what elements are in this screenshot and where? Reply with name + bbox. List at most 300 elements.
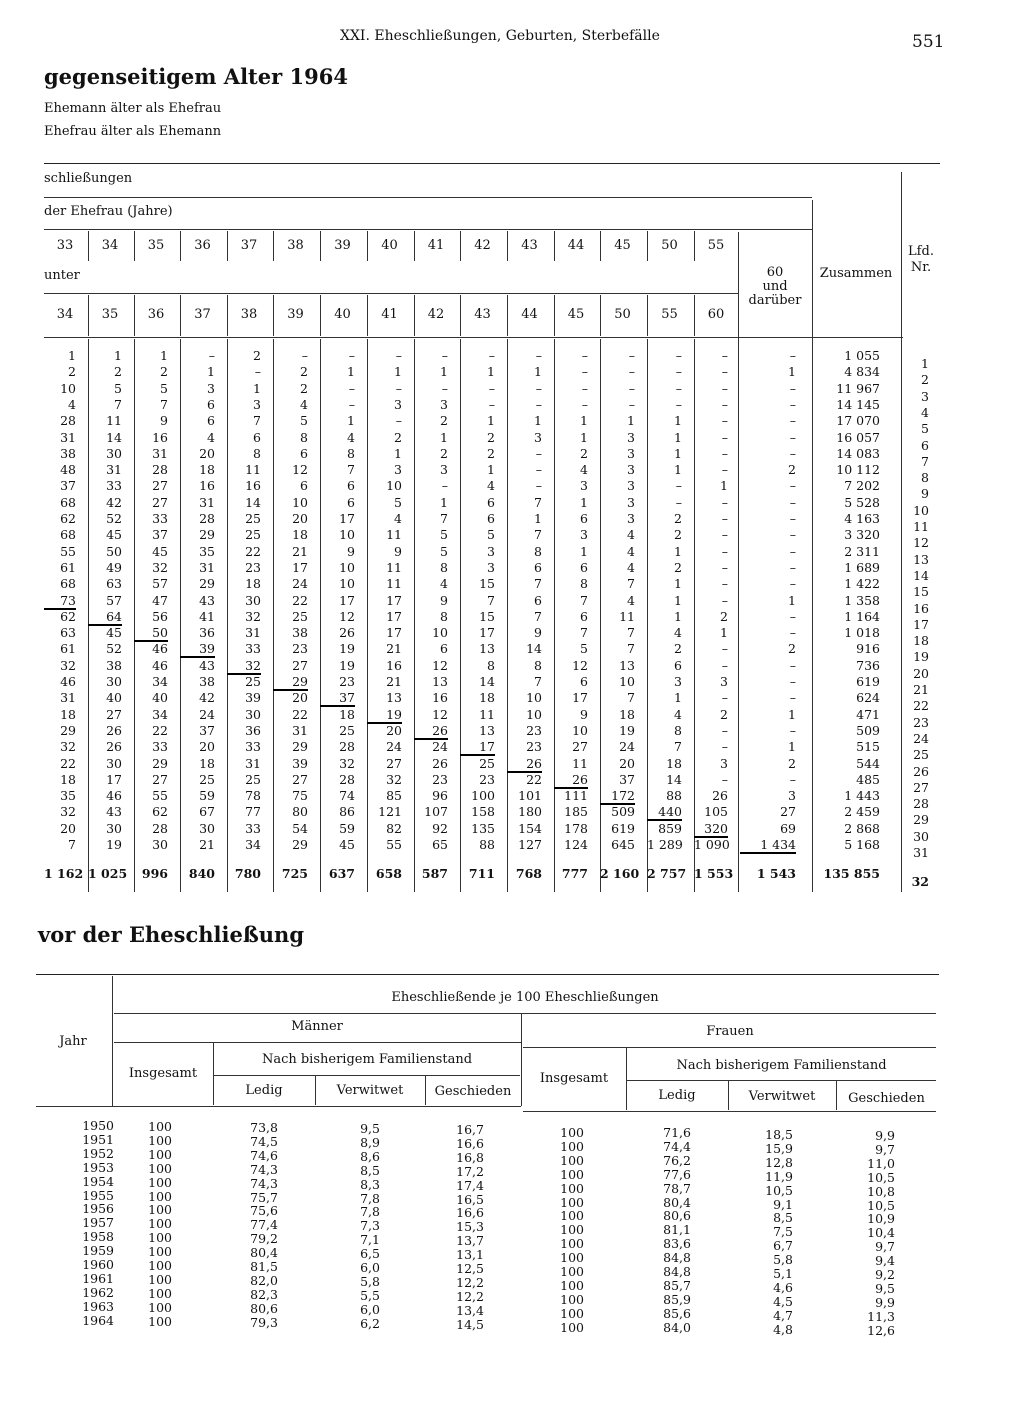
- table1-cell: 1: [580, 413, 588, 429]
- table1-cell: 22: [526, 771, 542, 787]
- table1-cell: 26: [106, 722, 122, 738]
- table1-cell: 4: [674, 706, 682, 722]
- table2-f-geschieden-label: Geschieden: [848, 1091, 925, 1106]
- table1-cell: 2: [674, 527, 682, 543]
- table2-m-verwitwet: 8,3: [360, 1176, 380, 1192]
- table1-cell: –: [535, 478, 542, 494]
- table1-cell: 26: [432, 755, 448, 771]
- table1-cell-total: 2 868: [844, 820, 880, 836]
- table1-cell: 62: [60, 511, 76, 526]
- table1-cell: 29: [199, 576, 215, 592]
- table1-cell: 11: [106, 413, 122, 429]
- table1-cell: 3: [580, 527, 588, 543]
- table1-cell: –: [721, 445, 728, 461]
- table1-cell: 32: [60, 739, 76, 755]
- col-total-label: Zusammen: [819, 266, 893, 281]
- table1-cell: 4: [487, 478, 495, 494]
- col-to-label: 35: [101, 307, 119, 322]
- table2-m-insgesamt: 100: [148, 1216, 172, 1232]
- table1-cell: 3: [627, 462, 635, 478]
- table1-cell: 23: [479, 771, 495, 787]
- table2-rule-3m: [114, 1042, 521, 1043]
- table2-m-verwitwet: 7,3: [360, 1218, 380, 1234]
- table2-year: 1962: [82, 1284, 114, 1300]
- table2-m-ledig: 82,0: [250, 1272, 278, 1288]
- table1-cell: 40: [106, 690, 122, 706]
- table1-cell: 5: [394, 494, 402, 510]
- table2-m-geschieden: 15,3: [456, 1219, 484, 1235]
- table1-cell: 26: [106, 739, 122, 755]
- table2-f-ledig: 81,1: [663, 1222, 691, 1238]
- table1-cell: 29: [273, 674, 308, 691]
- table1-row-number: 7: [921, 453, 929, 469]
- table1-cell: 43: [199, 592, 215, 608]
- table1-row-number: 5: [921, 421, 929, 437]
- table1-cell: 22: [245, 543, 261, 559]
- table1-cell-total: 1 422: [844, 576, 880, 592]
- table2-m-ledig: 79,2: [250, 1231, 278, 1247]
- table1-cell: 67: [199, 804, 215, 820]
- table2-rule-5m: [36, 1106, 521, 1107]
- table1-cell: –: [488, 380, 495, 396]
- table2-m-insgesamt: 100: [148, 1285, 172, 1301]
- table1-cell: 21: [386, 641, 402, 657]
- table1-cell: 6: [300, 445, 308, 461]
- table1-cell: 1: [674, 608, 682, 624]
- table2-f-insgesamt: 100: [560, 1152, 584, 1168]
- table2-year: 1952: [82, 1145, 114, 1161]
- table1-cell: 1: [347, 413, 355, 429]
- table1-cell-total: 14 083: [836, 445, 880, 461]
- table1-head-line2: der Ehefrau (Jahre): [44, 204, 173, 219]
- table1-cell: 13: [619, 657, 635, 673]
- table1-cell: 30: [199, 820, 215, 836]
- table2-year: 1961: [82, 1270, 114, 1286]
- table1-row-number: 10: [913, 502, 929, 518]
- table1-cell: 20: [60, 820, 76, 836]
- table2-m-verwitwet: 5,5: [360, 1287, 380, 1303]
- table1-cell: 6: [674, 657, 682, 673]
- table1-cell: 5: [160, 380, 168, 396]
- table2-f-insgesamt-label: Insgesamt: [539, 1071, 609, 1086]
- table1-row-number: 32: [911, 874, 929, 889]
- table2-f-ledig: 84,0: [663, 1319, 691, 1335]
- table1-cell: 8: [534, 657, 542, 673]
- table1-cell: 3: [253, 396, 261, 412]
- table1-cell: –: [721, 592, 728, 608]
- table1-cell: 4: [627, 592, 635, 608]
- table1-cell: 10: [386, 478, 402, 494]
- table1-cell-60: 1: [788, 364, 796, 380]
- table1-cell: 6: [300, 478, 308, 494]
- table2-year: 1960: [82, 1257, 114, 1272]
- table1-cell: 4: [440, 576, 448, 592]
- table1-cell-total: 7 202: [844, 478, 880, 494]
- table1-cell-60: –: [789, 543, 796, 559]
- table1-cell: 25: [199, 771, 215, 787]
- table1-cell-total: 3 320: [844, 527, 880, 543]
- table1-cell: 47: [152, 592, 168, 608]
- table1-cell: 24: [199, 706, 215, 722]
- table2-f-verwitwet: 15,9: [765, 1140, 793, 1156]
- table1-cell: 31: [60, 429, 76, 445]
- table1-cell: 29: [292, 739, 308, 755]
- table1-cell: 28: [60, 413, 76, 429]
- table1-cell: 4: [627, 527, 635, 543]
- table1-cell-60: –: [789, 429, 796, 445]
- col-from-label: 37: [240, 238, 258, 253]
- table2-m-geschieden: 12,5: [456, 1261, 484, 1276]
- table1-cell: 11: [245, 462, 261, 478]
- table1-cell: –: [441, 478, 448, 494]
- table2-year: 1964: [82, 1312, 114, 1328]
- table2-f-ledig: 80,4: [663, 1194, 691, 1210]
- table2-f-geschieden: 9,9: [875, 1128, 895, 1143]
- table2-title: vor der Eheschließung: [38, 922, 305, 947]
- table1-cell: 17: [386, 625, 402, 641]
- table1-cell: 4: [580, 462, 588, 478]
- table2-m-insgesamt: 100: [148, 1160, 172, 1176]
- table1-cell: 46: [106, 788, 122, 804]
- table1-cell: 4: [347, 429, 355, 445]
- table1-cell: 17: [386, 592, 402, 608]
- table1-cell: 12: [292, 462, 308, 478]
- table1-cell: –: [441, 348, 448, 363]
- col-to-label: 39: [287, 307, 304, 322]
- table1-cell: 3: [627, 511, 635, 526]
- table1-cell: 6: [487, 511, 495, 526]
- table2-f-verwitwet: 4,6: [773, 1279, 793, 1295]
- table1-cell: 10: [432, 625, 448, 641]
- table1-cell: 31: [199, 494, 215, 510]
- table1-row-number: 19: [913, 649, 929, 665]
- table1-cell: 42: [199, 690, 215, 706]
- table2-m-ledig: 80,4: [250, 1245, 278, 1261]
- table1-cell: 1: [207, 364, 215, 380]
- table2-m-geschieden: 12,2: [456, 1274, 484, 1290]
- table1-cell: 20: [199, 739, 215, 755]
- table1-cell: 49: [106, 559, 122, 575]
- running-head: XXI. Eheschließungen, Geburten, Sterbefälle: [340, 28, 660, 44]
- table1-cell: 1: [394, 445, 402, 461]
- table2-m-verwitwet: 6,0: [360, 1301, 380, 1317]
- table1-cell: 1: [347, 364, 355, 380]
- table1-cell: –: [721, 364, 728, 380]
- table1-cell: 3: [207, 380, 215, 396]
- table2-f-verwitwet-label: Verwitwet: [748, 1089, 816, 1104]
- table1-cell: 88: [479, 837, 495, 852]
- table2-m-ledig: 81,5: [250, 1259, 278, 1274]
- table1-cell: 6: [207, 396, 215, 412]
- table2-f-ledig: 84,8: [663, 1264, 691, 1279]
- table1-cell: 2: [674, 511, 682, 526]
- table1-cell: 18: [199, 755, 215, 771]
- table1-row-number: 22: [913, 698, 929, 714]
- table1-cell: –: [535, 462, 542, 478]
- table1-cell-60: –: [789, 413, 796, 429]
- table1-cell: 127: [518, 837, 542, 852]
- table1-cell-total: 10 112: [836, 462, 880, 478]
- table2-m-geschieden: 13,1: [456, 1247, 484, 1263]
- table1-cell: 46: [152, 657, 168, 673]
- col-from-label: 36: [194, 238, 211, 253]
- table1-cell: 33: [245, 739, 261, 755]
- table2-f-geschieden: 9,7: [875, 1239, 895, 1255]
- table1-cell-total: 485: [856, 771, 880, 787]
- table1-cell: –: [628, 396, 635, 412]
- table2-rule-2: [114, 1013, 936, 1014]
- table2-m-insgesamt: 100: [148, 1258, 172, 1273]
- table1-cell: 18: [479, 690, 495, 706]
- table2-m-ledig-label: Ledig: [245, 1083, 283, 1098]
- table1-cell: 2: [674, 641, 682, 657]
- table1-cell: 18: [666, 755, 682, 771]
- table2-year: 1954: [82, 1173, 114, 1189]
- table1-cell: 40: [152, 690, 168, 706]
- table1-cell: 12: [432, 706, 448, 722]
- table1-cell: 1 553: [694, 866, 734, 881]
- table1-cell: 32: [60, 657, 76, 673]
- table1-cell-total: 2 459: [844, 804, 880, 820]
- table2-f-ledig: 76,2: [663, 1152, 691, 1168]
- table1-cell: 16: [199, 478, 215, 494]
- table1-cell-60: –: [789, 559, 796, 575]
- table1-cell: 124: [564, 837, 588, 852]
- table1-cell: –: [721, 348, 728, 363]
- table1-cell: 63: [60, 625, 76, 641]
- table1-cell: 45: [106, 625, 122, 641]
- table1-cell: 3: [394, 396, 402, 412]
- table1-cell: 28: [199, 511, 215, 526]
- table1-cell: –: [721, 543, 728, 559]
- table2-m-insgesamt: 100: [148, 1313, 172, 1329]
- table1-cell: 17: [339, 511, 355, 526]
- table1-cell: 55: [60, 543, 76, 559]
- table1-cell: 3: [674, 674, 682, 689]
- table1-cell: 5: [300, 413, 308, 429]
- table1-row-number: 28: [913, 796, 929, 812]
- table1-cell: 5: [440, 527, 448, 543]
- table1-cell: 7: [487, 592, 495, 608]
- table2-f-insgesamt: 100: [560, 1125, 584, 1140]
- table2-f-insgesamt: 100: [560, 1291, 584, 1307]
- table1-cell: –: [348, 396, 355, 412]
- table1-cell: 18: [199, 462, 215, 478]
- table1-cell: 619: [611, 820, 635, 836]
- table1-cell: 35: [199, 543, 215, 559]
- table1-right-border: [901, 172, 902, 892]
- table1-cell-60: –: [789, 608, 796, 624]
- table1-cell: 10: [292, 494, 308, 510]
- table1-cell: 1: [440, 494, 448, 510]
- table1-cell: 2: [487, 445, 495, 461]
- table1-cell: –: [581, 364, 588, 380]
- table1-cell: 7: [627, 576, 635, 592]
- table1-cell: 3: [487, 559, 495, 575]
- table1-cell: 12: [572, 657, 588, 673]
- table1-cell: –: [581, 380, 588, 396]
- table1-cell: 3: [627, 494, 635, 510]
- table1-row-number: 17: [913, 616, 929, 632]
- table1-row-number: 6: [921, 437, 929, 453]
- table2-year: 1959: [82, 1243, 114, 1259]
- table1-cell: 154: [518, 820, 542, 836]
- table1-cell: –: [535, 445, 542, 461]
- table2-m-ledig: 74,3: [250, 1161, 278, 1177]
- col-to-label: 42: [427, 307, 445, 322]
- table1-cell: 645: [611, 837, 635, 852]
- table1-cell: 725: [281, 866, 308, 881]
- table1-cell: 1: [394, 364, 402, 380]
- table1-cell: 10: [526, 690, 542, 706]
- table1-cell: 17: [572, 690, 588, 706]
- table1-cell: 100: [471, 788, 495, 804]
- table1-cell: 21: [386, 674, 402, 689]
- table2-f-geschieden: 10,4: [867, 1225, 895, 1241]
- col-from-label: 34: [101, 238, 119, 253]
- table1-cell: 7: [534, 674, 542, 689]
- table1-cell: 1: [534, 413, 542, 429]
- table1-cell-total: 1 018: [844, 625, 880, 641]
- col-from-label: 44: [567, 238, 585, 253]
- table1-cell: 1 289: [647, 837, 683, 852]
- table1-cell-60: –: [789, 657, 796, 673]
- table1-cell: 15: [479, 576, 495, 592]
- table1-rule-5: [44, 337, 903, 338]
- table1-cell: 7: [347, 462, 355, 478]
- table1-cell: 39: [292, 755, 308, 771]
- table2-f-geschieden: 10,5: [867, 1169, 895, 1185]
- table1-cell: 22: [292, 706, 308, 722]
- table1-cell: 31: [106, 462, 122, 478]
- table1-cell: 13: [479, 641, 495, 657]
- table1-cell: 9: [394, 543, 402, 559]
- table1-cell: 1: [580, 429, 588, 445]
- table1-cell: 8: [300, 429, 308, 445]
- table2-f-insgesamt: 100: [560, 1319, 584, 1335]
- table1-cell: 7: [674, 739, 682, 755]
- table1-cell: –: [535, 396, 542, 412]
- table1-cell-60: 3: [788, 788, 796, 804]
- table1-cell: 711: [468, 866, 495, 881]
- table1-cell: 34: [152, 674, 168, 689]
- table2-f-insgesamt: 100: [560, 1236, 584, 1252]
- table2-m-ledig: 79,3: [250, 1314, 278, 1330]
- table1-cell-total: 4 163: [844, 511, 880, 526]
- table1-cell: 11: [619, 608, 635, 624]
- table1-cell: 2: [580, 445, 588, 461]
- table1-cell: 1 025: [88, 866, 128, 881]
- table1-cell: 107: [424, 804, 448, 820]
- table1-cell: 1: [440, 429, 448, 445]
- table1-cell-60: –: [789, 396, 796, 412]
- table1-cell: 61: [60, 641, 76, 657]
- table1-cell: 1: [674, 413, 682, 429]
- table1-cell: 7: [627, 625, 635, 641]
- table1-cell-60: –: [789, 722, 796, 738]
- table1-cell: 6: [580, 511, 588, 526]
- table1-cell-60: –: [789, 494, 796, 510]
- table1-cell: –: [675, 396, 682, 412]
- table1-cell: –: [721, 641, 728, 657]
- table1-cell: 25: [339, 722, 355, 738]
- table1-cell: 2: [160, 364, 168, 380]
- table1-cell: 996: [141, 866, 168, 881]
- table1-cell: 2: [440, 413, 448, 429]
- table2-f-familienstand-label: Nach bisherigem Familienstand: [676, 1058, 887, 1073]
- table2-f-insgesamt: 100: [560, 1277, 584, 1293]
- table1-cell: 2: [114, 364, 122, 380]
- table1-cell: 63: [106, 576, 122, 592]
- table2-f-ledig: 84,8: [663, 1250, 691, 1266]
- table1-cell: 135: [471, 820, 495, 836]
- table1-cell: 32: [152, 559, 168, 575]
- col-60-label: 60 und darüber: [748, 265, 802, 308]
- table1-cell-total: 11 967: [836, 380, 880, 396]
- table1-cell: 3: [720, 755, 728, 771]
- table1-row-number: 12: [913, 535, 929, 551]
- table1-cell: 32: [339, 755, 355, 771]
- table1-cell-60: –: [789, 576, 796, 592]
- table2-f-verwitwet: 12,8: [765, 1154, 793, 1170]
- unter-label: unter: [44, 268, 80, 283]
- table2-m-verwitwet: 7,1: [360, 1232, 380, 1248]
- table1-cell: 6: [534, 559, 542, 575]
- table1-cell: 96: [432, 788, 448, 804]
- table2-f-ledig: 78,7: [663, 1180, 691, 1196]
- table1-cell: 74: [339, 788, 355, 804]
- table1-cell: 7: [580, 625, 588, 641]
- table1-60-border: [738, 232, 739, 892]
- table1-cell: 2: [300, 364, 308, 380]
- table1-cell: 88: [666, 788, 682, 804]
- table2-m-geschieden: 17,2: [456, 1163, 484, 1179]
- table1-cell: 11: [386, 576, 402, 592]
- table2-f-verwitwet: 5,8: [773, 1252, 793, 1268]
- table1-cell: –: [348, 348, 355, 363]
- table1-cell: 4: [207, 429, 215, 445]
- table1-cell: 1: [487, 462, 495, 478]
- table1-cell: 17: [292, 559, 308, 575]
- table2-m-insgesamt: 100: [148, 1202, 172, 1218]
- table2-f-verwitwet: 9,1: [773, 1196, 793, 1212]
- table1-cell: 19: [339, 657, 355, 673]
- table1-cell: 45: [106, 527, 122, 543]
- table1-cell: 68: [60, 527, 76, 543]
- table1-cell: 1: [674, 445, 682, 461]
- col-to-label: 38: [240, 307, 258, 322]
- table1-cell: 7: [534, 608, 542, 624]
- table1-cell: 10: [339, 527, 355, 543]
- table2-f-insgesamt: 100: [560, 1250, 584, 1266]
- table1-cell: 52: [106, 641, 122, 657]
- table1-cell-total: 1 358: [844, 592, 880, 608]
- table1-cell: 587: [421, 866, 448, 881]
- table1-cell: –: [721, 429, 728, 445]
- table1-cell: 5: [487, 527, 495, 543]
- table1-cell: 6: [580, 559, 588, 575]
- table2-f-geschieden: 9,4: [875, 1253, 895, 1269]
- table2-year: 1953: [82, 1159, 114, 1175]
- table2-m-ledig: 75,7: [250, 1189, 278, 1205]
- table1-cell: –: [395, 413, 402, 429]
- table2-f-ledig-label: Ledig: [658, 1088, 696, 1103]
- table1-cell: 840: [188, 866, 215, 881]
- table1-cell: 29: [199, 527, 215, 543]
- table1-cell: 8: [347, 445, 355, 461]
- table1-cell: 23: [526, 739, 542, 755]
- table1-row-number: 29: [913, 812, 929, 828]
